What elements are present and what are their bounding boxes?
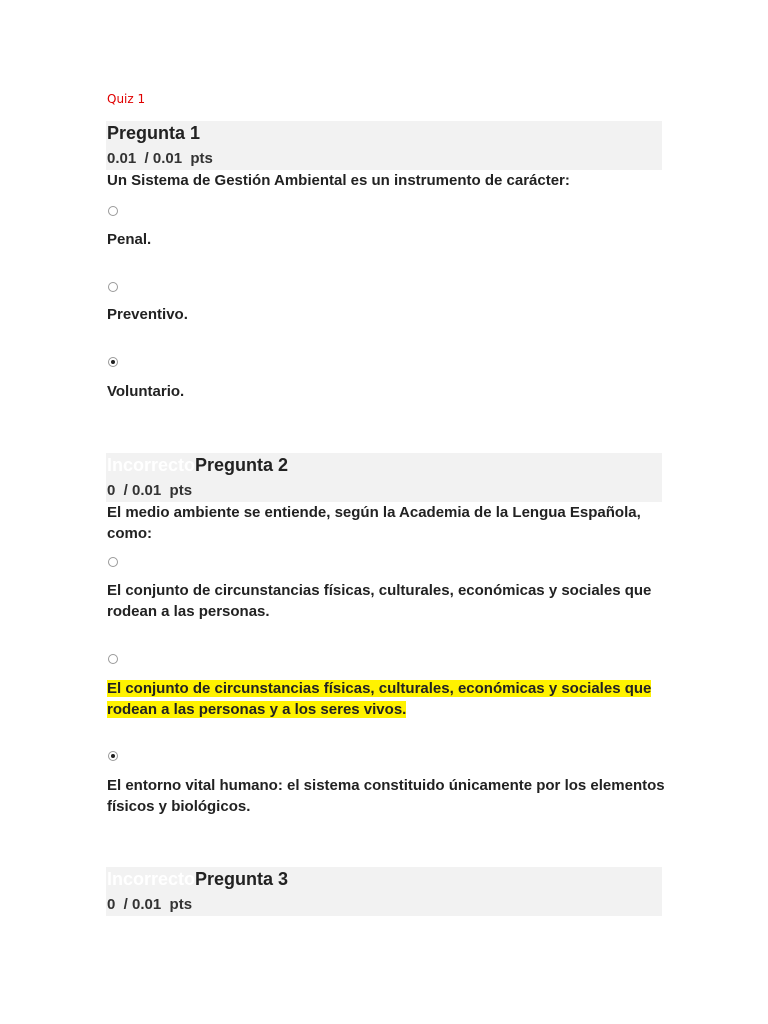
question-1-title: Pregunta 1: [107, 123, 201, 143]
question-2-header: [106, 453, 662, 502]
question-1-option-1-label: Penal.: [107, 231, 152, 248]
question-2-option-2-radio[interactable]: [108, 654, 118, 664]
question-2-score: 0 / 0.01 pts: [107, 482, 193, 499]
question-1-option-1-radio[interactable]: [108, 206, 118, 216]
question-3-score: 0 / 0.01 pts: [107, 896, 193, 913]
question-3-title: Pregunta 3: [195, 869, 289, 889]
question-2-status: Incorrecto: [107, 455, 196, 475]
question-2-title: Pregunta 2: [195, 455, 289, 475]
question-2-option-1-label: El conjunto de circunstancias físicas, culturales, económicas y sociales que rodean a las personas.: [107, 582, 652, 620]
question-1-option-2-label: Preventivo.: [107, 306, 188, 323]
question-2-option-1-radio[interactable]: [108, 557, 118, 567]
question-2-text: El medio ambiente se entiende, según la Academia de la Lengua Española, como:: [107, 504, 641, 542]
question-3-status: Incorrecto: [107, 869, 196, 889]
question-2-option-2-label: El conjunto de circunstancias físicas, culturales, económicas y sociales que rodean a las personas y a los seres vivos.: [107, 680, 652, 718]
question-2-option-3-label: El entorno vital humano: el sistema constituido únicamente por los elementos físicos y biológicos.: [107, 777, 665, 815]
question-1-text: Un Sistema de Gestión Ambiental es un instrumento de carácter:: [107, 172, 570, 189]
question-1-option-2-radio[interactable]: [108, 282, 118, 292]
question-1-option-3-label: Voluntario.: [107, 383, 185, 400]
question-1-option-3-radio[interactable]: [108, 357, 118, 367]
question-2-option-2-text: [107, 678, 667, 720]
question-2-option-3-radio[interactable]: [108, 751, 118, 761]
question-3-header: [106, 867, 662, 916]
question-1-header: [106, 121, 662, 170]
question-1-score: 0.01 / 0.01 pts: [107, 150, 213, 167]
quiz-title: Quiz 1: [107, 92, 146, 106]
